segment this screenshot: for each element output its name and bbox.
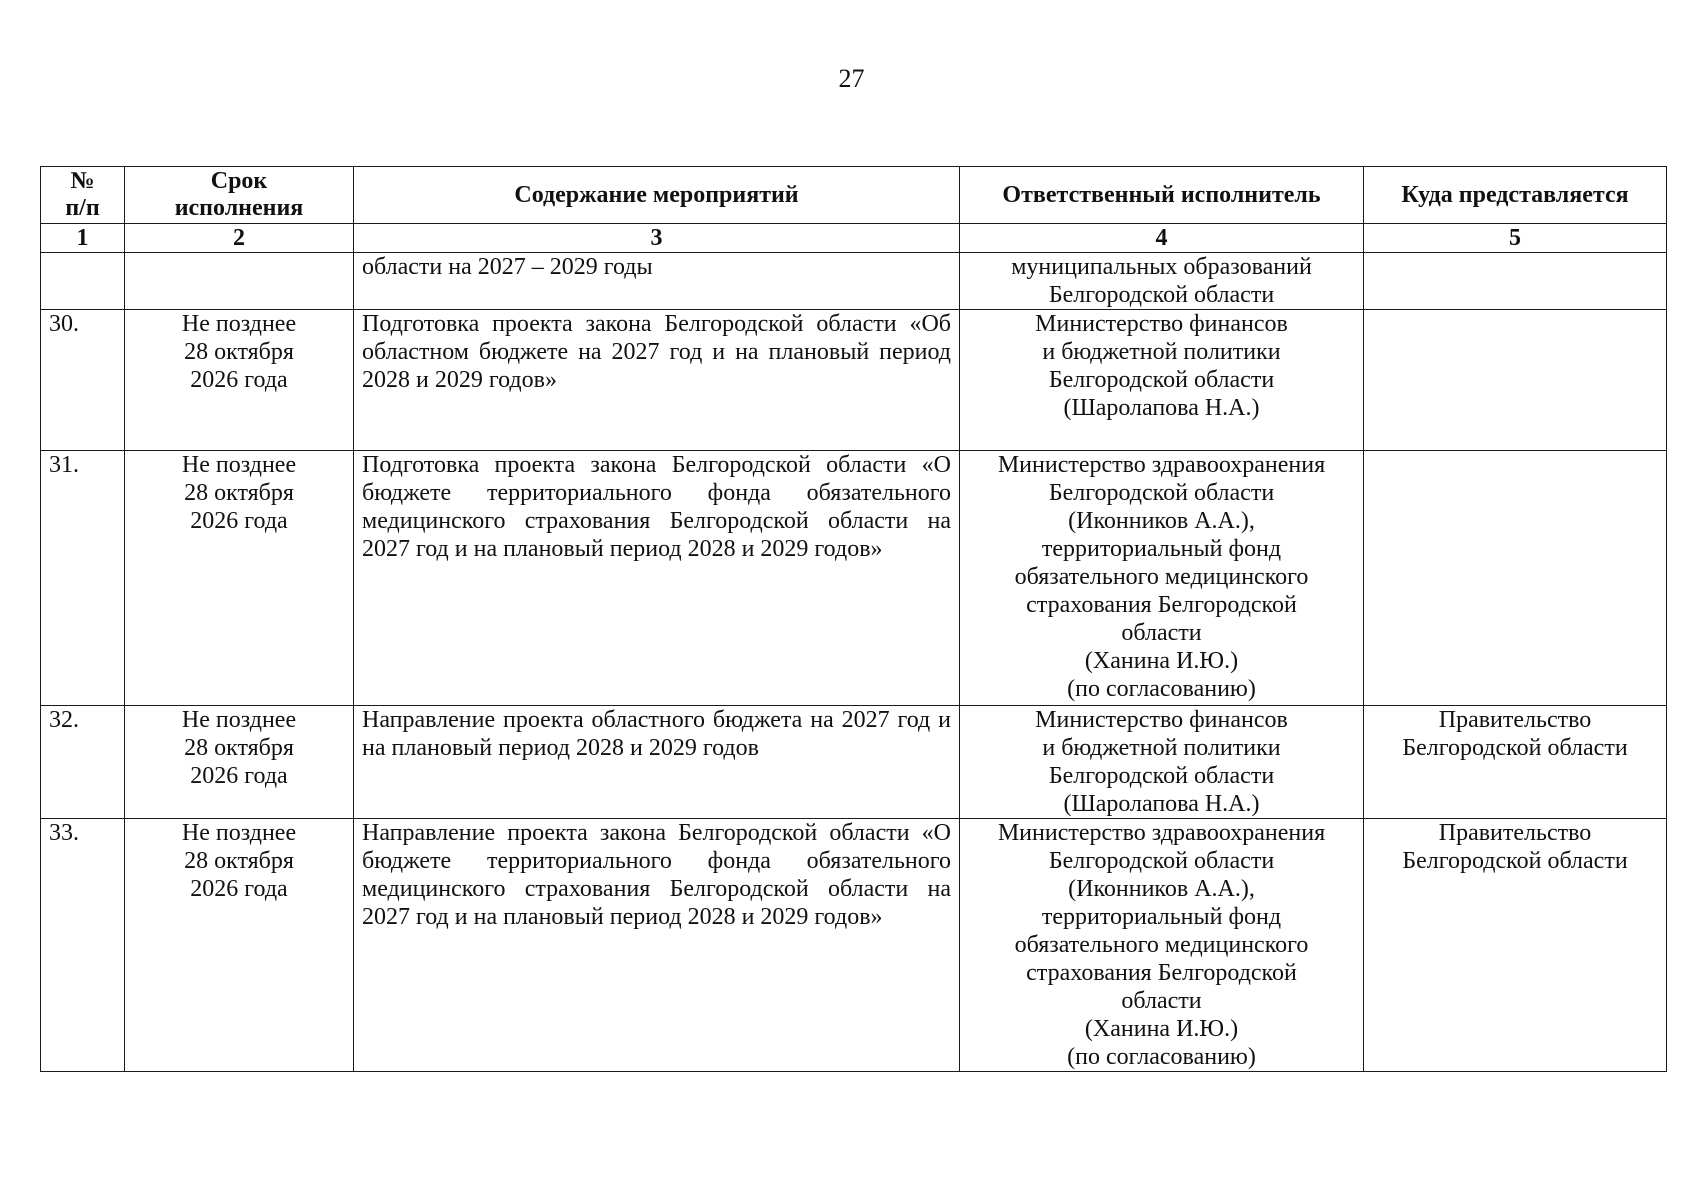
executor-line: области: [1121, 620, 1202, 646]
executor-line: территориальный фонд: [1041, 536, 1282, 562]
header-deadline-line: Срок: [210, 168, 268, 194]
destination-line: Белгородской области: [1402, 735, 1628, 761]
executor-line: и бюджетной политики: [1042, 735, 1281, 761]
header-executor: Ответственный исполнитель: [960, 167, 1364, 224]
cell-deadline: [125, 253, 354, 310]
executor-line: Белгородской области: [1048, 763, 1275, 789]
table-row-continuation: [41, 253, 1667, 310]
header-num-line: №: [70, 168, 95, 194]
deadline-line: 2026 года: [190, 763, 288, 789]
cell-deadline: [125, 451, 354, 706]
header-content: Содержание мероприятий: [354, 167, 960, 224]
cell-content: Подготовка проекта закона Белгородской области «О бюджете территориального фонда обязательного медицинского страхования Белгородской области на 2027 год и на плановый период 2028 и 2029 годов»: [354, 451, 960, 706]
column-number-row: [41, 224, 1667, 253]
header-destination: Куда представляется: [1364, 167, 1667, 224]
cell-content: Подготовка проекта закона Белгородской области «Об областном бюджете на 2027 год и на плановый период 2028 и 2029 годов»: [354, 310, 960, 451]
column-number: 3: [354, 224, 960, 253]
table-row: [41, 819, 1667, 1072]
deadline-line: 28 октября: [184, 480, 294, 506]
cell-executor: [960, 451, 1364, 706]
cell-deadline: [125, 310, 354, 451]
cell-num: [41, 253, 125, 310]
header-deadline: [125, 167, 354, 224]
executor-line: (Шаролапова Н.А.): [1063, 791, 1260, 817]
column-number: 1: [41, 224, 125, 253]
cell-destination: [1364, 706, 1667, 819]
executor-line: обязательного медицинского: [1014, 564, 1309, 590]
executor-line: Министерство финансов: [1035, 707, 1288, 733]
executor-line: (Иконников А.А.),: [1068, 876, 1255, 902]
cell-destination: [1364, 310, 1667, 451]
cell-num: 31.: [41, 451, 125, 706]
header-num: [41, 167, 125, 224]
cell-content: области на 2027 – 2029 годы: [354, 253, 960, 310]
cell-num: 33.: [41, 819, 125, 1072]
cell-num: 30.: [41, 310, 125, 451]
deadline-line: 2026 года: [190, 508, 288, 534]
table-row: [41, 310, 1667, 451]
executor-line: Министерство финансов: [1035, 311, 1288, 337]
deadline-line: 2026 года: [190, 367, 288, 393]
deadline-line: 2026 года: [190, 876, 288, 902]
deadline-line: Не позднее: [181, 452, 297, 478]
executor-line: (по согласованию): [1067, 1044, 1256, 1070]
executor-line: Белгородской области: [1048, 848, 1275, 874]
destination-line: Белгородской области: [1402, 848, 1628, 874]
executor-line: и бюджетной политики: [1042, 339, 1281, 365]
executor-line: (Ханина И.Ю.): [1084, 648, 1239, 674]
destination-line: Правительство: [1438, 820, 1592, 846]
header-num-line: п/п: [65, 195, 100, 221]
deadline-line: Не позднее: [181, 820, 297, 846]
cell-executor: [960, 819, 1364, 1072]
executor-line: Министерство здравоохранения: [997, 820, 1326, 846]
table-header-row: [41, 167, 1667, 224]
executor-line: муниципальных образований: [1011, 254, 1312, 280]
deadline-line: 28 октября: [184, 848, 294, 874]
executor-line: области: [1121, 988, 1202, 1014]
executor-line: страхования Белгородской: [1026, 960, 1297, 986]
deadline-line: 28 октября: [184, 339, 294, 365]
executor-line: страхования Белгородской: [1026, 592, 1297, 618]
executor-line: Белгородской области: [1048, 480, 1275, 506]
cell-content: Направление проекта областного бюджета на 2027 год и на плановый период 2028 и 2029 годов: [354, 706, 960, 819]
header-deadline-line: исполнения: [174, 195, 304, 221]
column-number: 5: [1364, 224, 1667, 253]
cell-destination: [1364, 819, 1667, 1072]
executor-line: (Ханина И.Ю.): [1084, 1016, 1239, 1042]
executor-line: (Шаролапова Н.А.): [1063, 395, 1260, 421]
destination-line: Правительство: [1438, 707, 1592, 733]
cell-content: Направление проекта закона Белгородской области «О бюджете территориального фонда обязательного медицинского страхования Белгородской области на 2027 год и на плановый период 2028 и 2029 годов»: [354, 819, 960, 1072]
cell-deadline: [125, 706, 354, 819]
cell-num: 32.: [41, 706, 125, 819]
table-row: [41, 706, 1667, 819]
executor-line: обязательного медицинского: [1014, 932, 1309, 958]
table-row: [41, 451, 1667, 706]
column-number: 4: [960, 224, 1364, 253]
column-number: 2: [125, 224, 354, 253]
deadline-line: 28 октября: [184, 735, 294, 761]
executor-line: территориальный фонд: [1041, 904, 1282, 930]
cell-executor: [960, 253, 1364, 310]
executor-line: (по согласованию): [1067, 676, 1256, 702]
executor-line: (Иконников А.А.),: [1068, 508, 1255, 534]
cell-deadline: [125, 819, 354, 1072]
cell-executor: [960, 706, 1364, 819]
cell-executor: [960, 310, 1364, 451]
cell-destination: [1364, 451, 1667, 706]
executor-line: Белгородской области: [1048, 367, 1275, 393]
events-table: [40, 166, 1667, 1072]
executor-line: Министерство здравоохранения: [997, 452, 1326, 478]
page-number: 27: [838, 64, 865, 93]
cell-destination: [1364, 253, 1667, 310]
deadline-line: Не позднее: [181, 311, 297, 337]
executor-line: Белгородской области: [1048, 282, 1275, 308]
deadline-line: Не позднее: [181, 707, 297, 733]
